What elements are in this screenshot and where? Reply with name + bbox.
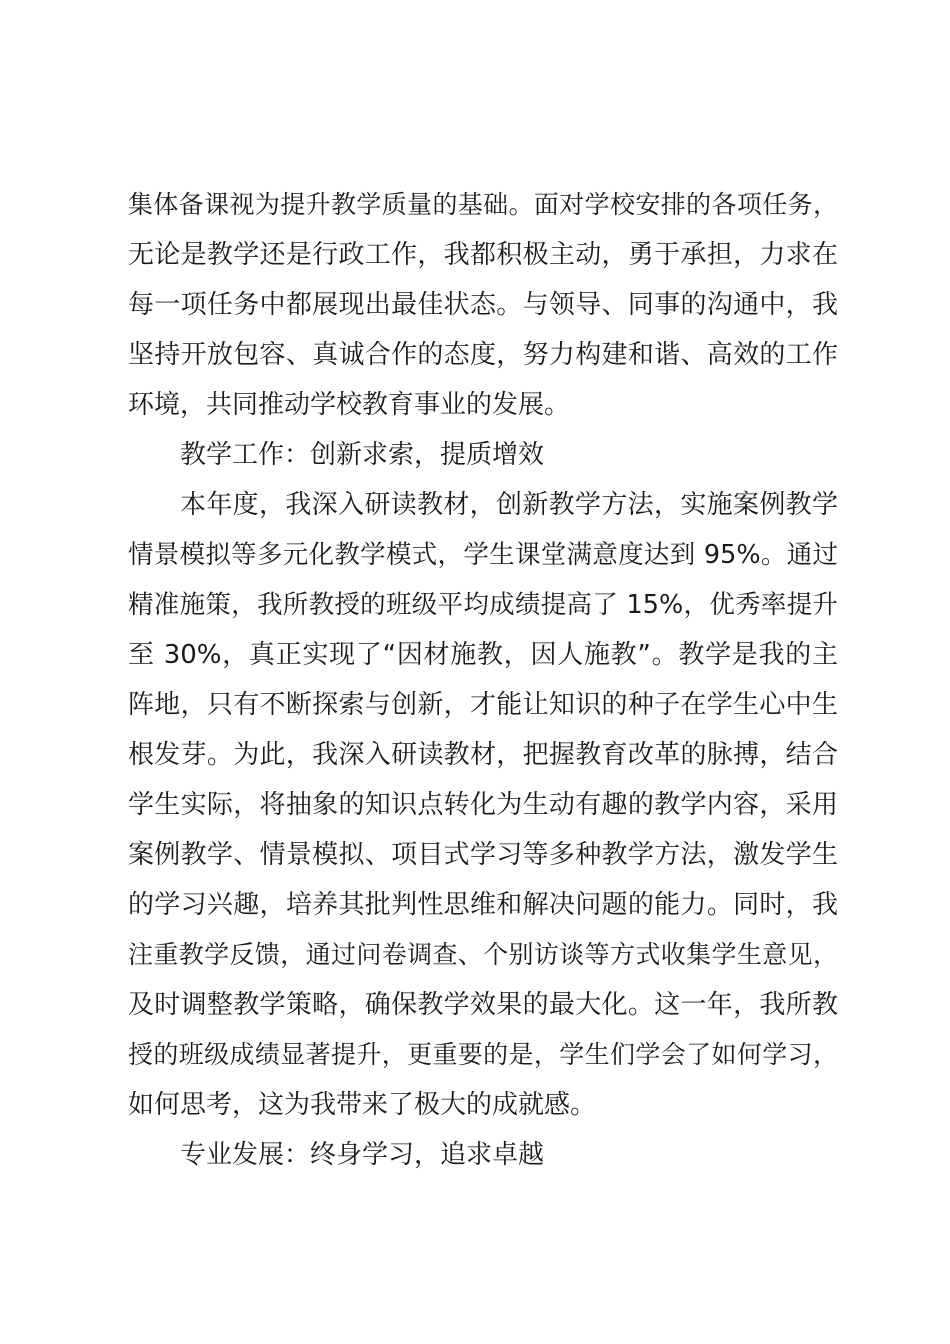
paragraph-line: 授的班级成绩显著提升，更重要的是，学生们学会了如何学习， — [128, 1040, 838, 1069]
paragraph-line: 至 30%，真正实现了“因材施教，因人施教”。教学是我的主 — [128, 640, 838, 670]
paragraph-line: 如何思考，这为我带来了极大的成就感。 — [128, 1090, 597, 1120]
paragraph-line: 案例教学、情景模拟、项目式学习等多种教学方法，激发学生 — [128, 840, 838, 870]
paragraph-line: 本年度，我深入研读教材，创新教学方法，实施案例教学 — [180, 490, 838, 520]
paragraph-line: 及时调整教学策略，确保教学效果的最大化。这一年，我所教 — [128, 990, 838, 1020]
section-heading: 专业发展：终身学习，追求卓越 — [180, 1140, 545, 1170]
section-heading: 教学工作：创新求索，提质增效 — [180, 440, 545, 470]
paragraph-line: 环境，共同推动学校教育事业的发展。 — [128, 390, 571, 420]
paragraph-line: 阵地，只有不断探索与创新，才能让知识的种子在学生心中生 — [128, 690, 838, 720]
paragraph-line: 的学习兴趣，培养其批判性思维和解决问题的能力。同时，我 — [128, 890, 838, 920]
paragraph-line: 集体备课视为提升教学质量的基础。面对学校安排的各项任务， — [128, 190, 838, 219]
paragraph-line: 无论是教学还是行政工作，我都积极主动，勇于承担，力求在 — [128, 240, 838, 270]
paragraph-line: 坚持开放包容、真诚合作的态度，努力构建和谐、高效的工作 — [128, 340, 838, 370]
paragraph-line: 注重教学反馈，通过问卷调查、个别访谈等方式收集学生意见， — [128, 940, 838, 969]
paragraph-line: 精准施策，我所教授的班级平均成绩提高了 15%，优秀率提升 — [128, 590, 838, 620]
paragraph-line: 情景模拟等多元化教学模式，学生课堂满意度达到 95%。通过 — [128, 540, 838, 570]
paragraph-line: 根发芽。为此，我深入研读教材，把握教育改革的脉搏，结合 — [128, 740, 838, 770]
paragraph-line: 学生实际，将抽象的知识点转化为生动有趣的教学内容，采用 — [128, 790, 838, 820]
paragraph-line: 每一项任务中都展现出最佳状态。与领导、同事的沟通中，我 — [128, 290, 838, 320]
